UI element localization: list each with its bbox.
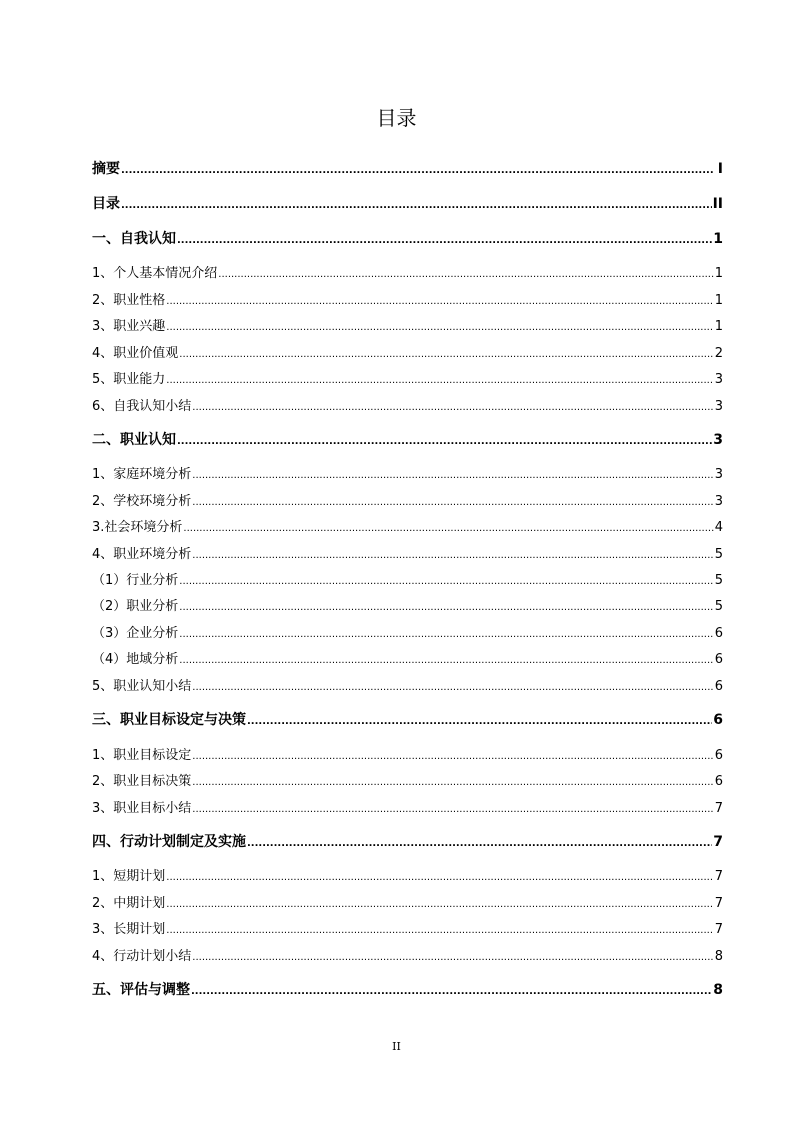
toc-entry-label: 4、行动计划小结 [92,949,192,964]
toc-entry-page: 6 [714,652,723,667]
toc-leader-dots [166,296,713,307]
toc-entry-page: 1 [713,231,723,247]
toc-entry-page: I [717,161,723,177]
toc-entry-page: 3 [713,432,723,448]
toc-leader-dots [247,838,712,849]
toc-entry-label: 二、职业认知 [92,432,176,448]
toc-entry-label: （4）地域分析 [92,652,179,667]
toc-entry[interactable] [92,395,723,415]
toc-entry-page: 7 [714,869,723,884]
toc-entry[interactable] [92,744,723,764]
toc-entry[interactable] [92,342,723,362]
toc-entry-page: 1 [714,266,723,281]
toc-entry-label: 1、家庭环境分析 [92,467,192,482]
toc-entry-label: 2、学校环境分析 [92,494,192,509]
toc-leader-dots [177,235,712,246]
toc-entry-page: 6 [714,774,723,789]
toc-entry-page: 7 [713,834,723,850]
toc-entry-label: 4、职业环境分析 [92,547,192,562]
toc-entry[interactable] [92,622,723,642]
toc-leader-dots [166,322,713,333]
toc-entry-page: 1 [714,293,723,308]
toc-entry[interactable] [92,648,723,668]
toc-entry[interactable] [92,569,723,589]
toc-entry-page: 5 [714,599,723,614]
toc-entry-page: 3 [714,399,723,414]
toc-entry[interactable] [92,228,723,248]
toc-entry-page: 8 [714,949,723,964]
toc-leader-dots [191,986,712,997]
toc-entry[interactable] [92,516,723,536]
toc-entry-label: 目录 [92,196,120,212]
toc-entry-label: 3、长期计划 [92,922,166,937]
toc-leader-dots [121,200,712,211]
toc-entry[interactable] [92,463,723,483]
toc-leader-dots [192,804,713,815]
toc-entry-page: 5 [714,573,723,588]
toc-entry[interactable] [92,831,723,851]
toc-entry-label: 1、个人基本情况介绍 [92,266,218,281]
toc-entry-label: （2）职业分析 [92,599,179,614]
toc-entry-label: 3、职业目标小结 [92,801,192,816]
toc-entry-label: 摘要 [92,161,120,177]
toc-entry-page: 4 [714,520,723,535]
toc-leader-dots [179,655,713,666]
toc-leader-dots [192,751,713,762]
toc-entry-page: 3 [714,372,723,387]
toc-entry-label: 6、自我认知小结 [92,399,192,414]
toc-leader-dots [166,872,713,883]
toc-entry-label: 1、短期计划 [92,869,166,884]
toc-leader-dots [179,349,713,360]
toc-entry-page: 2 [714,346,723,361]
toc-leader-dots [166,899,713,910]
toc-leader-dots [192,952,713,963]
toc-entry-label: 5、职业能力 [92,372,166,387]
toc-entry-page: 8 [713,982,723,998]
toc-entry[interactable] [92,315,723,335]
toc-entry-label: 5、职业认知小结 [92,679,192,694]
toc-entry[interactable] [92,490,723,510]
toc-leader-dots [183,523,713,534]
toc-leader-dots [192,470,713,481]
toc-entry[interactable] [92,368,723,388]
toc-entry-label: 2、职业目标决策 [92,774,192,789]
toc-entry[interactable] [92,797,723,817]
toc-entry-page: 6 [714,626,723,641]
toc-leader-dots [166,375,713,386]
toc-entry-page: 6 [714,748,723,763]
toc-entry[interactable] [92,193,723,213]
toc-entry[interactable] [92,289,723,309]
toc-entry-label: 五、评估与调整 [92,982,190,998]
toc-entry[interactable] [92,675,723,695]
toc-entry[interactable] [92,595,723,615]
toc-entry-label: 四、行动计划制定及实施 [92,834,246,850]
toc-entry[interactable] [92,945,723,965]
toc-title: 目录 [376,106,417,130]
toc-entry-label: （1）行业分析 [92,573,179,588]
toc-entry-page: 7 [714,896,723,911]
toc-leader-dots [192,777,713,788]
toc-entry[interactable] [92,979,723,999]
toc-entry-label: 4、职业价值观 [92,346,179,361]
toc-entry[interactable] [92,158,723,178]
toc-entry-page: 7 [714,801,723,816]
toc-entry-page: 1 [714,319,723,334]
toc-leader-dots [179,629,713,640]
toc-leader-dots [179,602,713,613]
toc-entry-page: 6 [714,679,723,694]
toc-entry-page: 3 [714,467,723,482]
toc-entry-label: 3、职业兴趣 [92,319,166,334]
toc-entry[interactable] [92,429,723,449]
toc-entry-label: 三、职业目标设定与决策 [92,712,246,728]
toc-leader-dots [247,716,712,727]
toc-entry-page: 3 [714,494,723,509]
toc-entry[interactable] [92,709,723,729]
toc-entry[interactable] [92,892,723,912]
toc-leader-dots [192,682,713,693]
toc-entry[interactable] [92,543,723,563]
toc-entry-label: 2、中期计划 [92,896,166,911]
toc-leader-dots [177,436,712,447]
toc-entry-label: 2、职业性格 [92,293,166,308]
page-number: II [392,1040,401,1053]
toc-entry[interactable] [92,770,723,790]
toc-entry[interactable] [92,865,723,885]
toc-entry-page: 7 [714,922,723,937]
toc-entry[interactable] [92,918,723,938]
toc-entry-page: II [712,196,723,212]
toc-entry-page: 5 [714,547,723,562]
toc-entry[interactable] [92,262,723,282]
toc-entry-page: 6 [713,712,723,728]
toc-leader-dots [192,497,713,508]
toc-entry-label: 3.社会环境分析 [92,520,183,535]
toc-entry-label: 1、职业目标设定 [92,748,192,763]
toc-leader-dots [218,269,713,280]
toc-entry-label: （3）企业分析 [92,626,179,641]
toc-leader-dots [166,925,713,936]
toc-leader-dots [121,165,714,176]
toc-leader-dots [179,576,713,587]
toc-leader-dots [192,402,713,413]
toc-leader-dots [192,550,713,561]
toc-entry-label: 一、自我认知 [92,231,176,247]
